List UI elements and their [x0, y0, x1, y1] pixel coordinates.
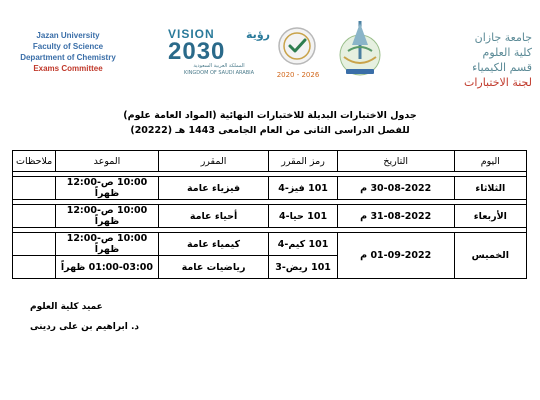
cell-day: الثلاثاء — [454, 177, 526, 200]
table-row — [13, 205, 527, 228]
cell-time: 10:00 ص-12:00 ظهراً — [56, 177, 158, 200]
cell-code: 101 ريض-3 — [269, 256, 337, 279]
cell-code: 101 حيا-4 — [269, 205, 337, 228]
header-course: المقرر — [158, 151, 269, 172]
cell-time: 10:00 ص-12:00 ظهراً — [56, 205, 158, 228]
faculty-name-en: Faculty of Science — [32, 42, 104, 51]
vision-year: 2030 — [168, 38, 226, 65]
cell-notes — [13, 177, 56, 200]
title-line-1: جدول الاختبارات البديلة للاختبارات النهائية (المواد العامة علوم) — [123, 110, 417, 121]
cell-notes — [13, 256, 56, 279]
vision-2030-logo — [168, 27, 270, 77]
cell-course: أحياء عامة — [158, 205, 269, 228]
cell-day: الخميس — [454, 233, 526, 279]
badge-years: 2020 - 2026 — [276, 71, 320, 79]
cell-time: 10:00 ص-12:00 ظهراً — [56, 233, 158, 256]
table-row — [13, 177, 527, 200]
cell-notes — [13, 233, 56, 256]
dean-title: عميد كلية العلوم — [30, 302, 103, 312]
university-name-en: Jazan University — [36, 31, 100, 40]
dean-name: د. ابراهيم بن على ردينى — [30, 322, 140, 332]
faculty-name-ar: كلية العلوم — [482, 46, 532, 59]
cell-code: 101 كيم-4 — [269, 233, 337, 256]
english-header — [8, 30, 128, 74]
committee-name-ar: لجنة الاختبارات — [463, 76, 532, 89]
cell-date: 30-08-2022 م — [337, 177, 454, 200]
arabic-header — [422, 30, 532, 90]
title-line-2: للفصل الدراسى الثانى من العام الجامعى 1443 هـ (20222) — [130, 125, 410, 136]
schedule-title — [110, 108, 430, 138]
header-course-code: رمز المقرر — [269, 151, 337, 172]
cell-code: 101 فيز-4 — [269, 177, 337, 200]
committee-name-en: Exams Committee — [33, 64, 103, 73]
vision-subtitle-en: KINGDOM OF SAUDI ARABIA — [183, 70, 255, 76]
cell-date: 01-09-2022 م — [337, 233, 454, 279]
vision-subtitle-ar: المملكة العربية السعودية — [193, 63, 245, 69]
department-name-en: Department of Chemistry — [20, 53, 116, 62]
header-day: اليوم — [454, 151, 526, 172]
cell-course: رياضيات عامة — [158, 256, 269, 279]
cell-day: الأربعاء — [454, 205, 526, 228]
cell-course: فيزياء عامة — [158, 177, 269, 200]
table-row — [13, 233, 527, 256]
vision-word: VISION — [168, 27, 215, 41]
table-header-row — [13, 151, 527, 172]
accreditation-badge-icon — [277, 26, 317, 66]
header-time: الموعد — [56, 151, 158, 172]
jazan-university-logo — [330, 15, 390, 77]
department-name-ar: قسم الكيمياء — [472, 61, 532, 74]
cell-notes — [13, 205, 56, 228]
header-notes: ملاحظات — [13, 151, 56, 172]
cell-date: 31-08-2022 م — [337, 205, 454, 228]
exam-schedule-table — [12, 150, 527, 279]
cell-time: 01:00-03:00 ظهراً — [56, 256, 158, 279]
vision-arabic: رؤية — [246, 28, 270, 41]
header-date: التاريخ — [337, 151, 454, 172]
cell-course: كيمياء عامة — [158, 233, 269, 256]
university-name-ar: جامعة جازان — [474, 31, 532, 44]
